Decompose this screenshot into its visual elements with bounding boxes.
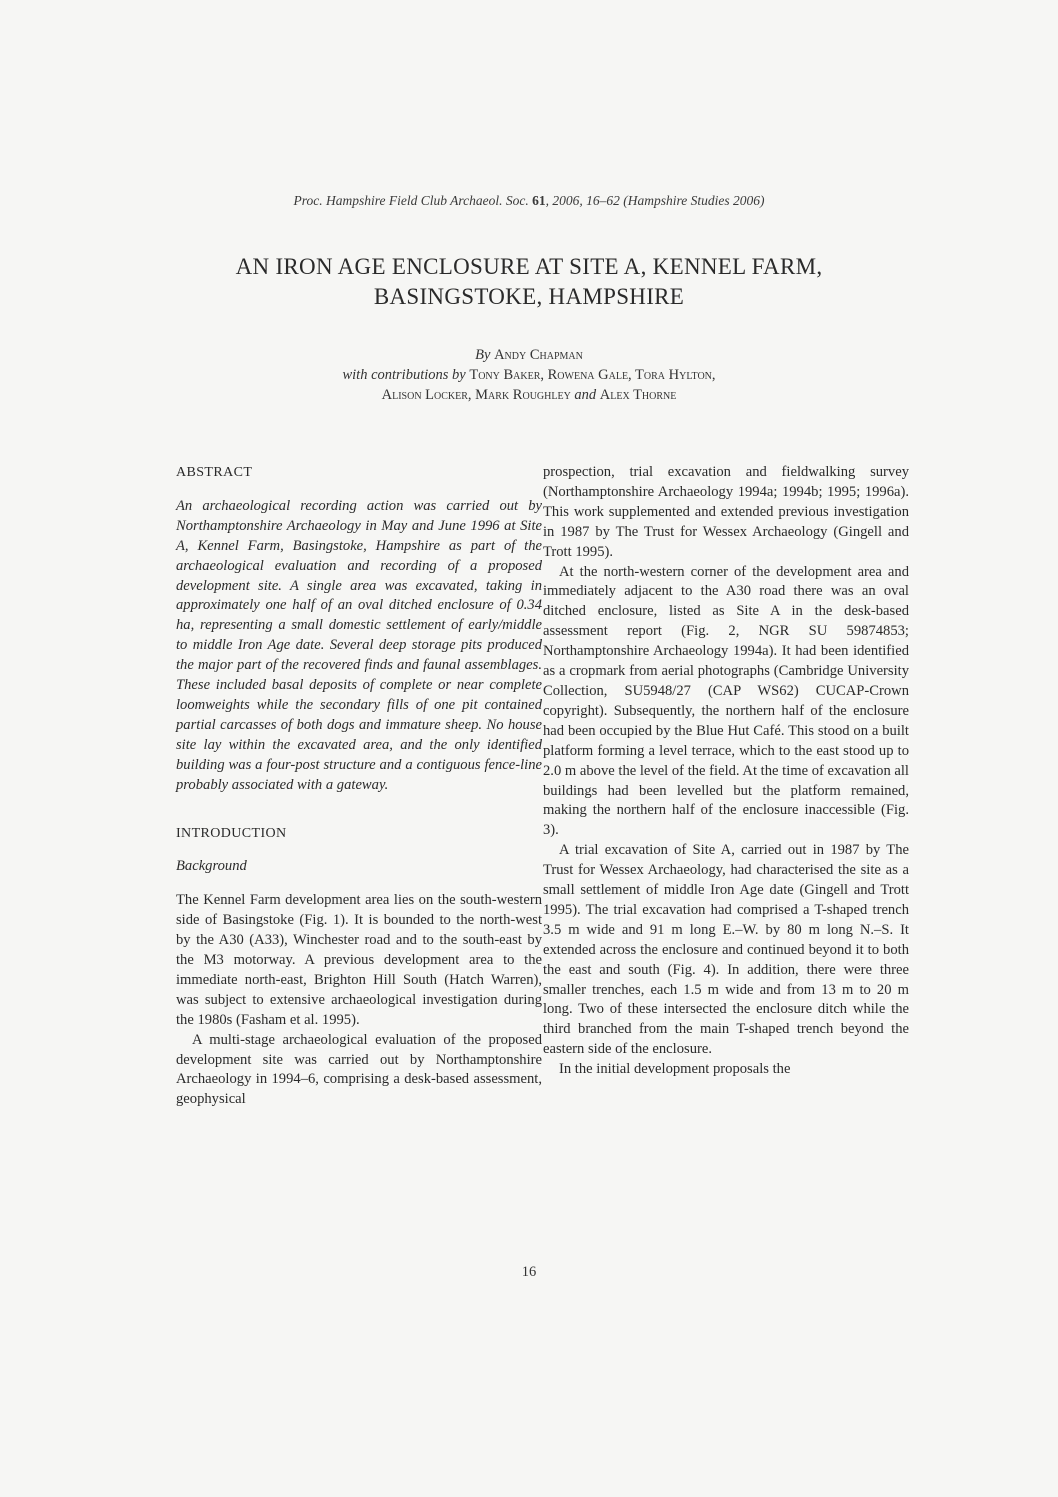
right-paragraph-1: prospection, trial excavation and fieldwalking survey (Northamptonshire Archaeology 1994a; 1994b; 1995; 1996a). This work supplemented and extended previous investigation in 1987 by The Trust for Wessex Archaeology (Gingell and Trott 1995). <box>543 464 909 560</box>
byline-contributors-line-2 <box>0 385 1058 405</box>
running-head <box>0 193 1058 209</box>
journal-name: Proc. Hampshire Field Club Archaeol. Soc. <box>293 193 529 208</box>
by-label: By <box>475 347 491 363</box>
journal-volume: 61 <box>532 193 546 208</box>
title-line-1: AN IRON AGE ENCLOSURE AT SITE A, KENNEL FARM, <box>235 254 823 279</box>
right-paragraph-2: At the north-western corner of the development area and immediately adjacent to the A30 road there was an oval ditched enclosure, listed as Site A in the desk-based assessment report (Fig. 2, NGR SU 59874853; Northamptonshire Archaeology 1994a). It had been identified as a cropmark from aerial photographs (Cambridge University Collection, SU5948/27 (CAP WS62) CUCAP-Crown copyright). Subsequently, the northern half of the enclosure had been occupied by the Blue Hut Café. This stood on a built platform forming a level terrace, which to the east stood up to 2.0 m above the level of the field. At the time of excavation all buildings had been levelled but the platform remained, making the northern half of the enclosure inaccessible (Fig. 3). <box>543 563 909 839</box>
title-line-2: BASINGSTOKE, HAMPSHIRE <box>373 284 685 309</box>
right-column <box>543 463 909 1080</box>
contributors-1: Tony Baker, Rowena Gale, Tora Hylton, <box>469 367 716 383</box>
author-name: Andy Chapman <box>494 347 583 363</box>
right-paragraph-4: In the initial development proposals the <box>559 1061 791 1078</box>
and-label: and <box>574 387 597 403</box>
right-paragraph-3: A trial excavation of Site A, carried out in 1987 by The Trust for Wessex Archaeology, had characterised the site as a small settlement of middle Iron Age date (Gingell and Trott 1995). The trial excavation had comprised a T-shaped trench 3.5 m wide and 91 m long E.–W. by 80 m long N.–S. It extended across the enclosure and continued beyond it to both the east and south (Fig. 4). In addition, there were three smaller trenches, each 1.5 m wide and from 13 m to 20 m long. Two of these intersected the enclosure ditch while the third branched from the main T-shaped trench beyond the eastern side of the enclosure. <box>543 842 909 1058</box>
intro-paragraph-1: The Kennel Farm development area lies on the south-western side of Basingstoke (Fig. 1). It is bounded to the north-west by the A30 (A33), Winchester road and to the south-east by the M3 motorway. A previous development area to the immediate north-east, Brighton Hill South (Hatch Warren), was subject to extensive archaeological investigation during the 1980s (Fasham et al. 1995). <box>176 892 542 1028</box>
byline <box>0 345 1058 405</box>
contributors-2: Alison Locker, Mark Roughley <box>381 387 571 403</box>
contributors-3: Alex Thorne <box>599 387 677 403</box>
intro-paragraph-2: A multi-stage archaeological evaluation of the proposed development site was carried out by Northamptonshire Archaeology in 1994–6, comprising a desk-based assessment, geophysical <box>176 1031 542 1108</box>
contributions-label: with contributions by <box>342 367 466 383</box>
abstract-text: An archaeological recording action was carried out by Northamptonshire Archaeology in May and June 1996 at Site A, Kennel Farm, Basingstoke, Hampshire as part of the archaeological evaluation and recording of a proposed development site. A single area was excavated, taking in approximately one half of an oval ditched enclosure of 0.34 ha, representing a small domestic settlement of early/middle to middle Iron Age date. Several deep storage pits produced the major part of the recovered finds and faunal assemblages. These included basal deposits of complete or near complete loomweights while the secondary fills of one pit contained partial carcasses of both dogs and immature sheep. No house site lay within the excavated area, and the only identified building was a four-post structure and a contiguous fence-line probably associated with a gateway. <box>176 497 542 793</box>
abstract-heading: ABSTRACT <box>176 465 253 480</box>
introduction-heading: INTRODUCTION <box>176 825 287 841</box>
journal-details: , 2006, 16–62 (Hampshire Studies 2006) <box>545 193 765 208</box>
background-subheading: Background <box>176 858 247 875</box>
left-column <box>176 463 542 1110</box>
article-title <box>0 252 1058 312</box>
byline-author-line <box>0 345 1058 365</box>
page-number: 16 <box>521 1264 537 1280</box>
byline-contributors-line-1 <box>0 365 1058 385</box>
